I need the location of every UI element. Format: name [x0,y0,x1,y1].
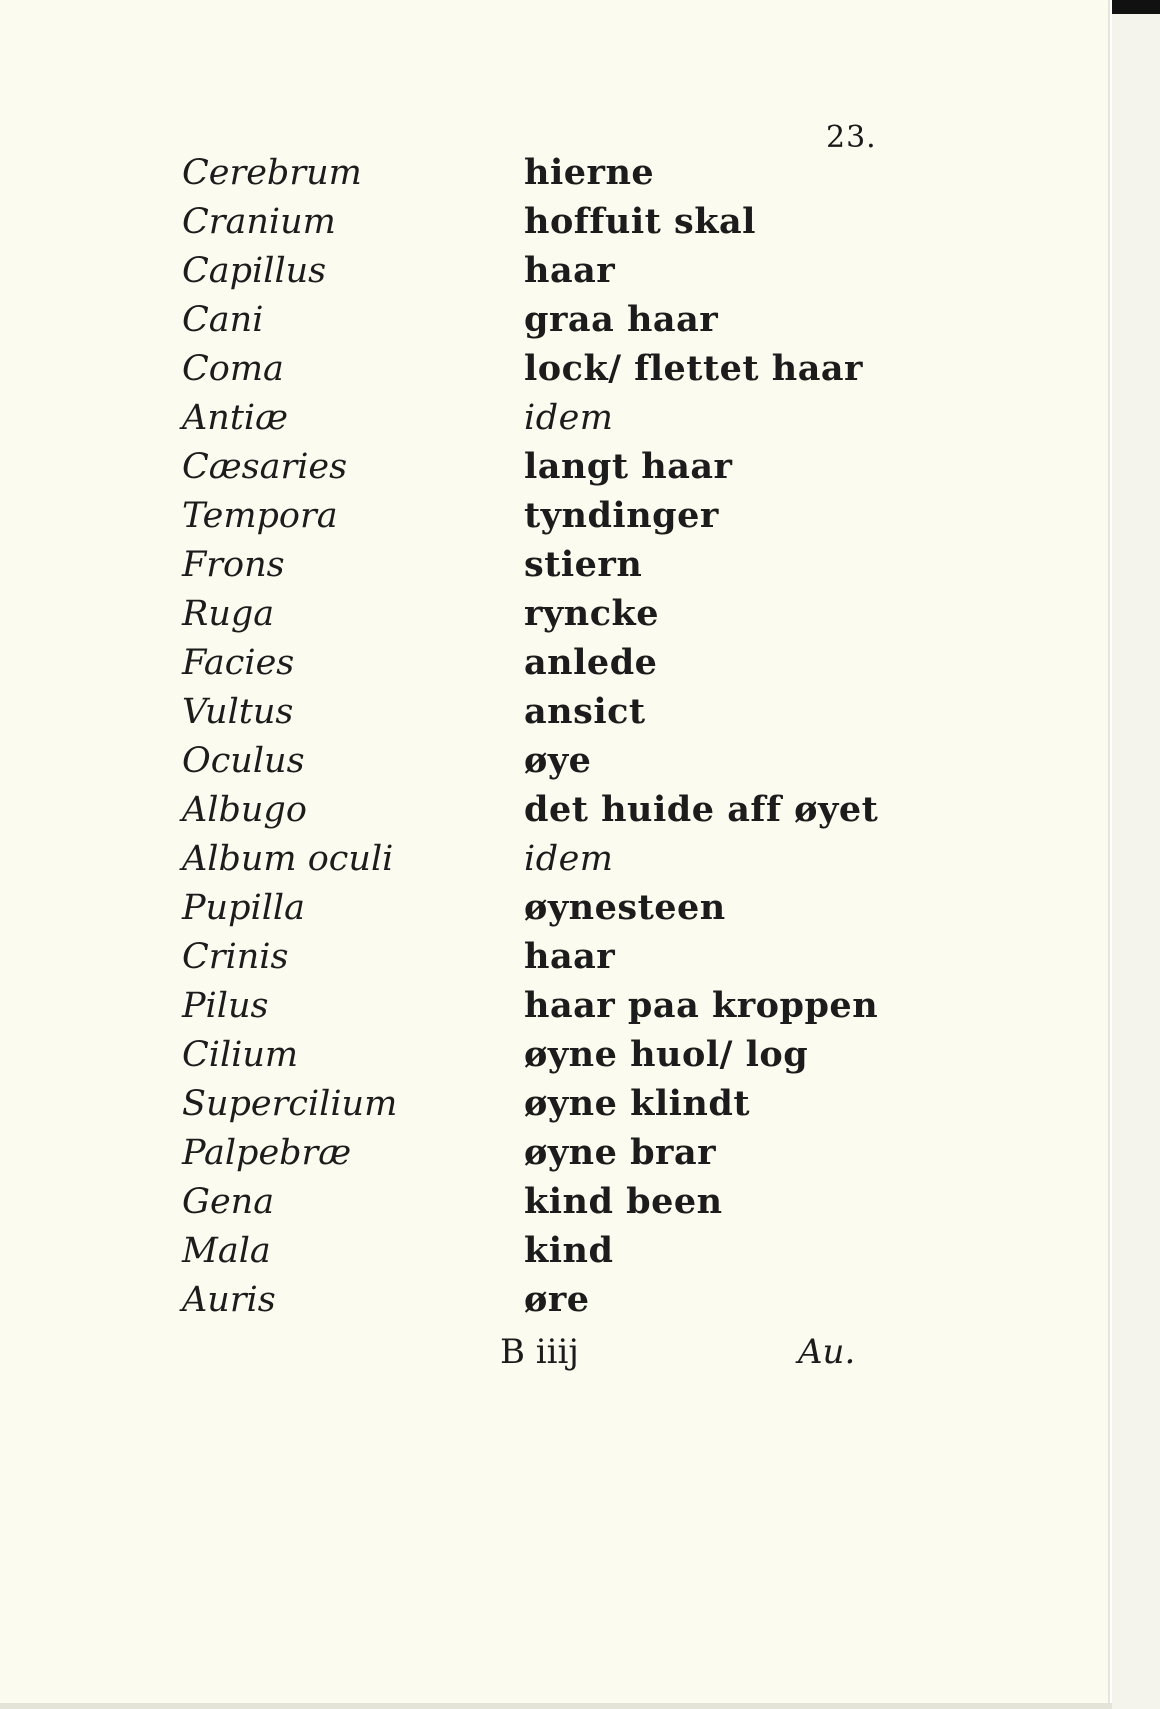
danish-term: hoffuit skal [524,201,756,242]
glossary-entry [182,540,942,589]
glossary-entry [182,1128,942,1177]
glossary-entry [182,393,942,442]
glossary-entry [182,932,942,981]
glossary-entry [182,1079,942,1128]
glossary-entry [182,785,942,834]
danish-term: idem [524,838,614,879]
page-number: 23. [826,120,877,155]
latin-term: Auris [182,1279,276,1320]
latin-term: Coma [182,348,284,389]
page-bottom-edge [0,1703,1112,1709]
danish-term: tyndinger [524,495,719,536]
glossary-entry [182,981,942,1030]
latin-term: Pupilla [182,887,305,928]
glossary-entry [182,736,942,785]
danish-term: graa haar [524,299,719,340]
glossary-entry [182,1226,942,1275]
danish-term: stiern [524,544,643,585]
danish-term: øyne huol/ log [524,1034,809,1075]
danish-term: haar [524,936,616,977]
glossary-entry [182,589,942,638]
glossary-entry [182,344,942,393]
danish-term: øynesteen [524,887,726,928]
glossary-entry [182,834,942,883]
danish-term: kind been [524,1181,723,1222]
danish-term: øye [524,740,592,781]
latin-term: Antiæ [182,397,288,438]
danish-term: haar [524,250,616,291]
latin-term: Vultus [182,691,294,732]
scan-margin [1112,0,1160,1709]
latin-term: Albugo [182,789,307,830]
glossary-entry [182,1177,942,1226]
latin-term: Facies [182,642,295,683]
latin-term: Frons [182,544,285,585]
danish-term: øyne klindt [524,1083,751,1124]
glossary-entry [182,197,942,246]
catchword: Au. [798,1332,856,1372]
glossary-entry [182,442,942,491]
latin-term: Cilium [182,1034,299,1075]
latin-term: Cani [182,299,264,340]
glossary-entry [182,295,942,344]
danish-term: det huide aff øyet [524,789,879,830]
latin-term: Pilus [182,985,269,1026]
danish-term: idem [524,397,614,438]
glossary-entry [182,1275,942,1324]
glossary-entry [182,883,942,932]
latin-term: Album oculi [182,838,394,879]
danish-term: langt haar [524,446,733,487]
latin-term: Ruga [182,593,275,634]
danish-term: kind [524,1230,614,1271]
glossary-entry [182,148,942,197]
glossary-entry [182,1030,942,1079]
latin-term: Capillus [182,250,327,291]
latin-term: Crinis [182,936,289,977]
danish-term: haar paa kroppen [524,985,879,1026]
signature-mark: B iiij [500,1332,579,1372]
danish-term: lock/ flettet haar [524,348,863,389]
latin-term: Cerebrum [182,152,362,193]
latin-term: Mala [182,1230,271,1271]
glossary-entry [182,687,942,736]
latin-term: Cæsaries [182,446,348,487]
latin-term: Tempora [182,495,338,536]
danish-term: øyne brar [524,1132,717,1173]
danish-term: øre [524,1279,590,1320]
danish-term: ansict [524,691,646,732]
danish-term: hierne [524,152,655,193]
danish-term: anlede [524,642,658,683]
latin-term: Oculus [182,740,305,781]
latin-term: Gena [182,1181,275,1222]
glossary-entry [182,246,942,295]
scan-edge-mark [1112,0,1160,14]
latin-term: Palpebræ [182,1132,352,1173]
glossary-list [182,148,942,1324]
glossary-entry [182,638,942,687]
latin-term: Cranium [182,201,336,242]
danish-term: ryncke [524,593,660,634]
glossary-entry [182,491,942,540]
latin-term: Supercilium [182,1083,398,1124]
